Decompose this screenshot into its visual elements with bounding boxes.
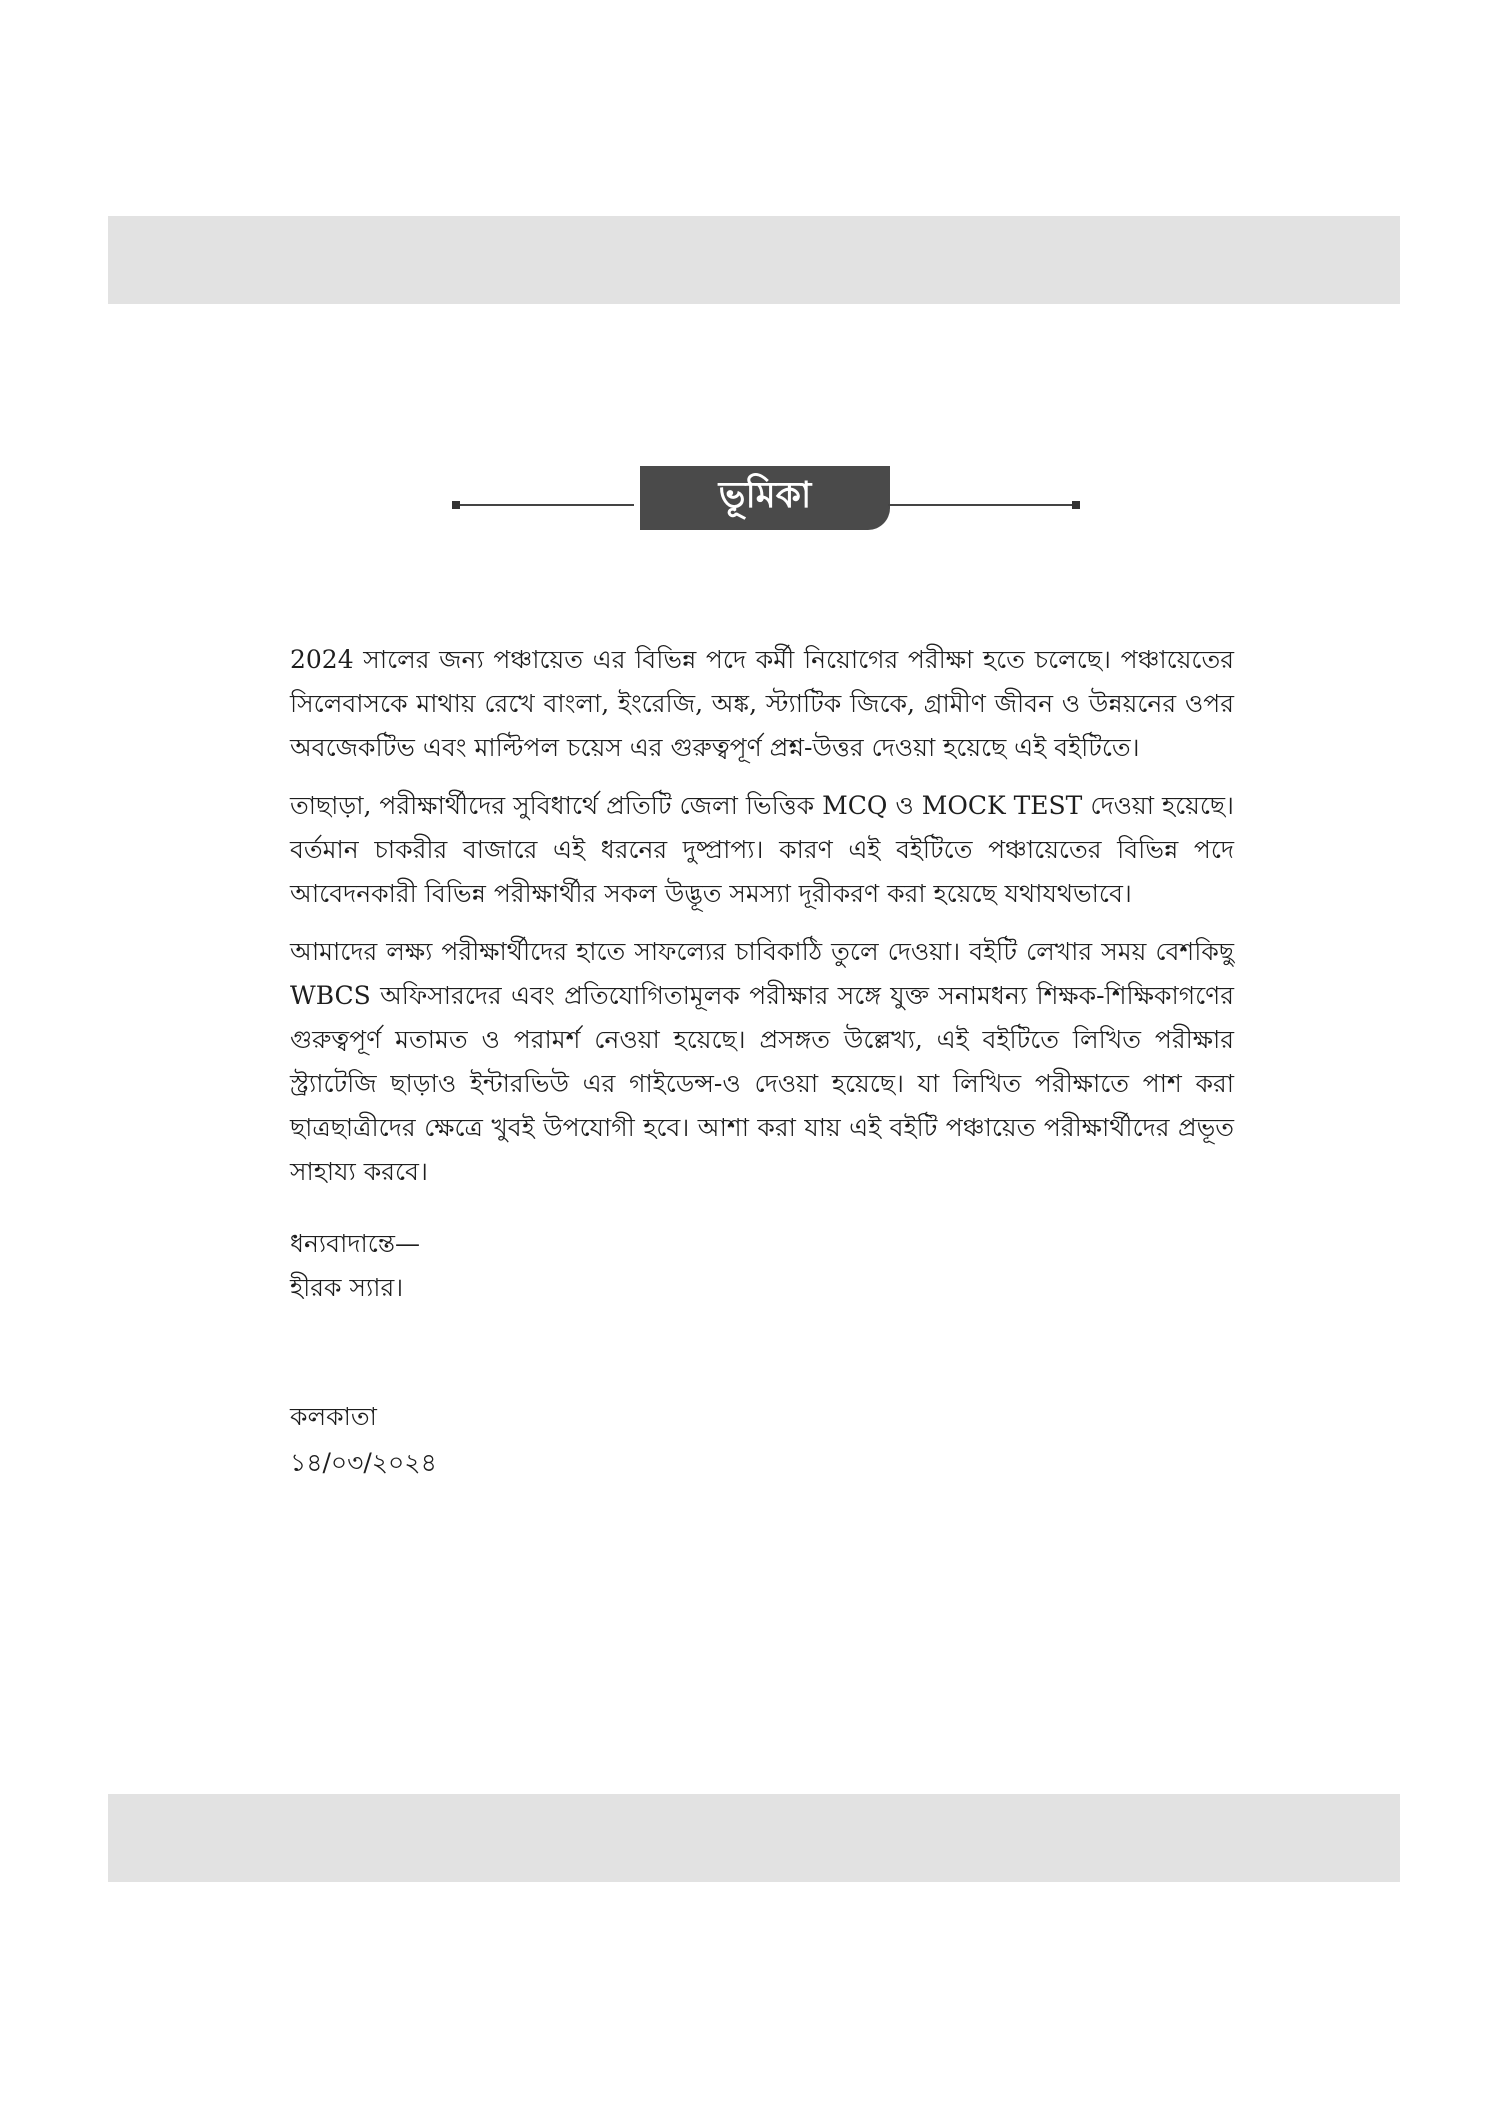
heading-rule-left xyxy=(458,504,634,506)
paragraph-3: আমাদের লক্ষ্য পরীক্ষার্থীদের হাতে সাফল্যের চাবিকাঠি তুলে দেওয়া। বইটি লেখার সময় বেশকিছু WBCS অফিসারদের এবং প্রতিযোগিতামূলক পরীক্ষার সঙ্গে যুক্ত সনামধন্য শিক্ষক-শিক্ষিকাগণের গুরুত্বপূর্ণ মতামত ও পরামর্শ নেওয়া হয়েছে। প্রসঙ্গত উল্লেখ্য, এই বইটিতে লিখিত পরীক্ষার স্ট্র্যাটেজি ছাড়াও ইন্টারভিউ এর গাইডেন্স-ও দেওয়া হয়েছে। যা লিখিত পরীক্ষাতে পাশ করা ছাত্রছাত্রীদের ক্ষেত্রে খুবই উপযোগী হবে। আশা করা যায় এই বইটি পঞ্চায়েত পরীক্ষার্থীদের প্রভূত সাহায্য করবে। xyxy=(290,937,1234,1186)
paragraph-1: 2024 সালের জন্য পঞ্চায়েত এর বিভিন্ন পদে কর্মী নিয়োগের পরীক্ষা হতে চলেছে। পঞ্চায়েতের সিলেবাসকে মাথায় রেখে বাংলা, ইংরেজি, অঙ্ক, স্ট্যাটিক জিকে, গ্রামীণ জীবন ও উন্নয়নের ওপর অবজেকটিভ এবং মাল্টিপল চয়েস এর গুরুত্বপূর্ণ প্রশ্ন-উত্তর দেওয়া হয়েছে এই বইটিতে। xyxy=(290,645,1234,762)
author-name: হীরক স্যার। xyxy=(290,1273,404,1302)
section-heading xyxy=(452,464,1080,532)
place: কলকাতা xyxy=(290,1402,377,1431)
signature-block xyxy=(290,1222,1234,1310)
closing-thanks: ধন্যবাদান্তে— xyxy=(290,1229,421,1258)
footer-band xyxy=(108,1794,1400,1882)
header-band xyxy=(108,216,1400,304)
heading-rule-right xyxy=(888,504,1074,506)
preface-body xyxy=(290,638,1234,1310)
paragraph-2: তাছাড়া, পরীক্ষার্থীদের সুবিধার্থে প্রতিটি জেলা ভিত্তিক MCQ ও MOCK TEST দেওয়া হয়েছে। বর্তমান চাকরীর বাজারে এই ধরনের দুষ্প্রাপ্য। কারণ এই বইটিতে পঞ্চায়েতের বিভিন্ন পদে আবেদনকারী বিভিন্ন পরীক্ষার্থীর সকল উদ্ভূত সমস্যা দূরীকরণ করা হয়েছে যথাযথভাবে। xyxy=(290,791,1234,908)
page-title: ভূমিকা xyxy=(640,466,890,530)
heading-rule-right-end xyxy=(1072,501,1080,509)
place-date-block xyxy=(290,1394,437,1486)
date: ১৪/০৩/২০২৪ xyxy=(290,1448,437,1477)
heading-rule-left-end xyxy=(452,501,460,509)
